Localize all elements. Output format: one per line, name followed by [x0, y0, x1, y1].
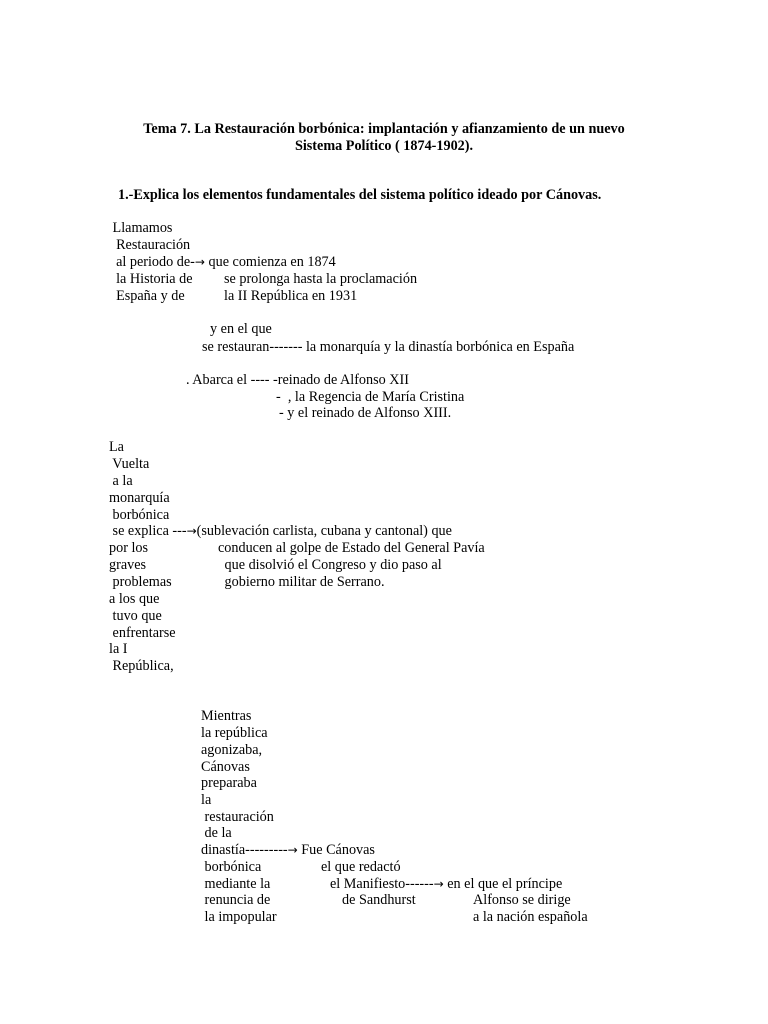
document-title — [100, 121, 668, 154]
b4-right-0: conducen al golpe de Estado del General Pavía — [218, 540, 485, 556]
b5-left-2: agonizaba, — [201, 742, 263, 758]
b4-explica-line — [109, 523, 452, 540]
b5-mid-1: el Manifiesto------ — [330, 876, 434, 892]
b1-left-0: Llamamos — [109, 220, 173, 236]
b1-arrow-tail: que comienza en 1874 — [204, 254, 336, 270]
b1-left-1: Restauración — [109, 237, 191, 253]
b5-left-4: preparaba — [201, 775, 257, 791]
b1-left-2-line — [109, 254, 336, 271]
arrow-icon: → — [287, 843, 298, 857]
b5-left-7: de la — [201, 825, 232, 841]
b4-left-rest-4: tuvo que — [109, 608, 162, 624]
b5-left-1: la república — [201, 725, 268, 741]
b4-left-rest-0: por los — [109, 540, 149, 556]
b5-mid-0: el que redactó — [321, 859, 401, 875]
b5-dinastia: dinastía--------- — [201, 842, 288, 858]
b5-right-1: a la nación española — [473, 909, 588, 925]
b1-left2-0: la Historia de — [109, 271, 193, 287]
b4-left-0: La — [109, 439, 124, 455]
b4-left-2: a la — [109, 473, 133, 489]
b4-left-rest-1: graves — [109, 557, 147, 573]
b5-mid-2: de Sandhurst — [342, 892, 416, 908]
b4-left-rest-3: a los que — [109, 591, 160, 607]
arrow-icon: → — [194, 255, 205, 269]
b5-left-0: Mientras — [201, 708, 252, 724]
b4-right-1: que disolvió el Congreso y dio paso al — [221, 557, 442, 573]
question-heading: 1.-Explica los elementos fundamentales del sistema político ideado por Cánovas. — [118, 187, 602, 203]
b5-right-first: en el que el príncipe — [443, 876, 563, 892]
b1-right-1: la II República en 1931 — [224, 288, 358, 304]
b3-line-3: - y el reinado de Alfonso XIII. — [279, 405, 452, 421]
b5-left-3: Cánovas — [201, 759, 250, 775]
b4-left-rest-6: la I — [109, 641, 128, 657]
b4-left-3: monarquía — [109, 490, 170, 506]
b1-left2-1: España y de — [109, 288, 185, 304]
b4-left-4: borbónica — [109, 507, 170, 523]
b2-line-1: y en el que — [210, 321, 272, 337]
b4-right-2: gobierno militar de Serrano. — [221, 574, 385, 590]
b3-line-1: . Abarca el ---- -reinado de Alfonso XII — [186, 372, 409, 388]
b1-left-2: al periodo de- — [109, 254, 195, 270]
b5-mid-1-line — [330, 876, 562, 893]
b4-left-rest-7: República, — [109, 658, 174, 674]
title-line-2: Sistema Político ( 1874-1902). — [294, 137, 474, 154]
b4-explica-tail: (sublevación carlista, cubana y cantonal) que — [196, 523, 452, 539]
b5-left-5: la — [201, 792, 212, 808]
b4-explica: se explica --- — [109, 523, 187, 539]
b1-right-0: se prolonga hasta la proclamación — [224, 271, 418, 287]
b5-dinastia-line — [201, 842, 375, 859]
title-line-1: Tema 7. La Restauración borbónica: implantación y afianzamiento de un nuevo — [143, 121, 625, 137]
b5-left-6: restauración — [201, 809, 274, 825]
b3-line-2: - , la Regencia de María Cristina — [276, 389, 465, 405]
b4-left-rest-5: enfrentarse — [109, 625, 176, 641]
b5-left-rest-1: mediante la — [201, 876, 271, 892]
b5-fue: Fue Cánovas — [297, 842, 375, 858]
arrow-icon: → — [186, 524, 197, 538]
b5-left-rest-0: borbónica — [201, 859, 262, 875]
b2-line-2: se restauran------- la monarquía y la dinastía borbónica en España — [202, 339, 575, 355]
b5-right-0: Alfonso se dirige — [473, 892, 571, 908]
b5-left-rest-2: renuncia de — [201, 892, 271, 908]
arrow-icon: → — [433, 877, 444, 891]
b4-left-1: Vuelta — [109, 456, 150, 472]
b5-left-rest-3: la impopular — [201, 909, 277, 925]
b4-left-rest-2: problemas — [109, 574, 172, 590]
